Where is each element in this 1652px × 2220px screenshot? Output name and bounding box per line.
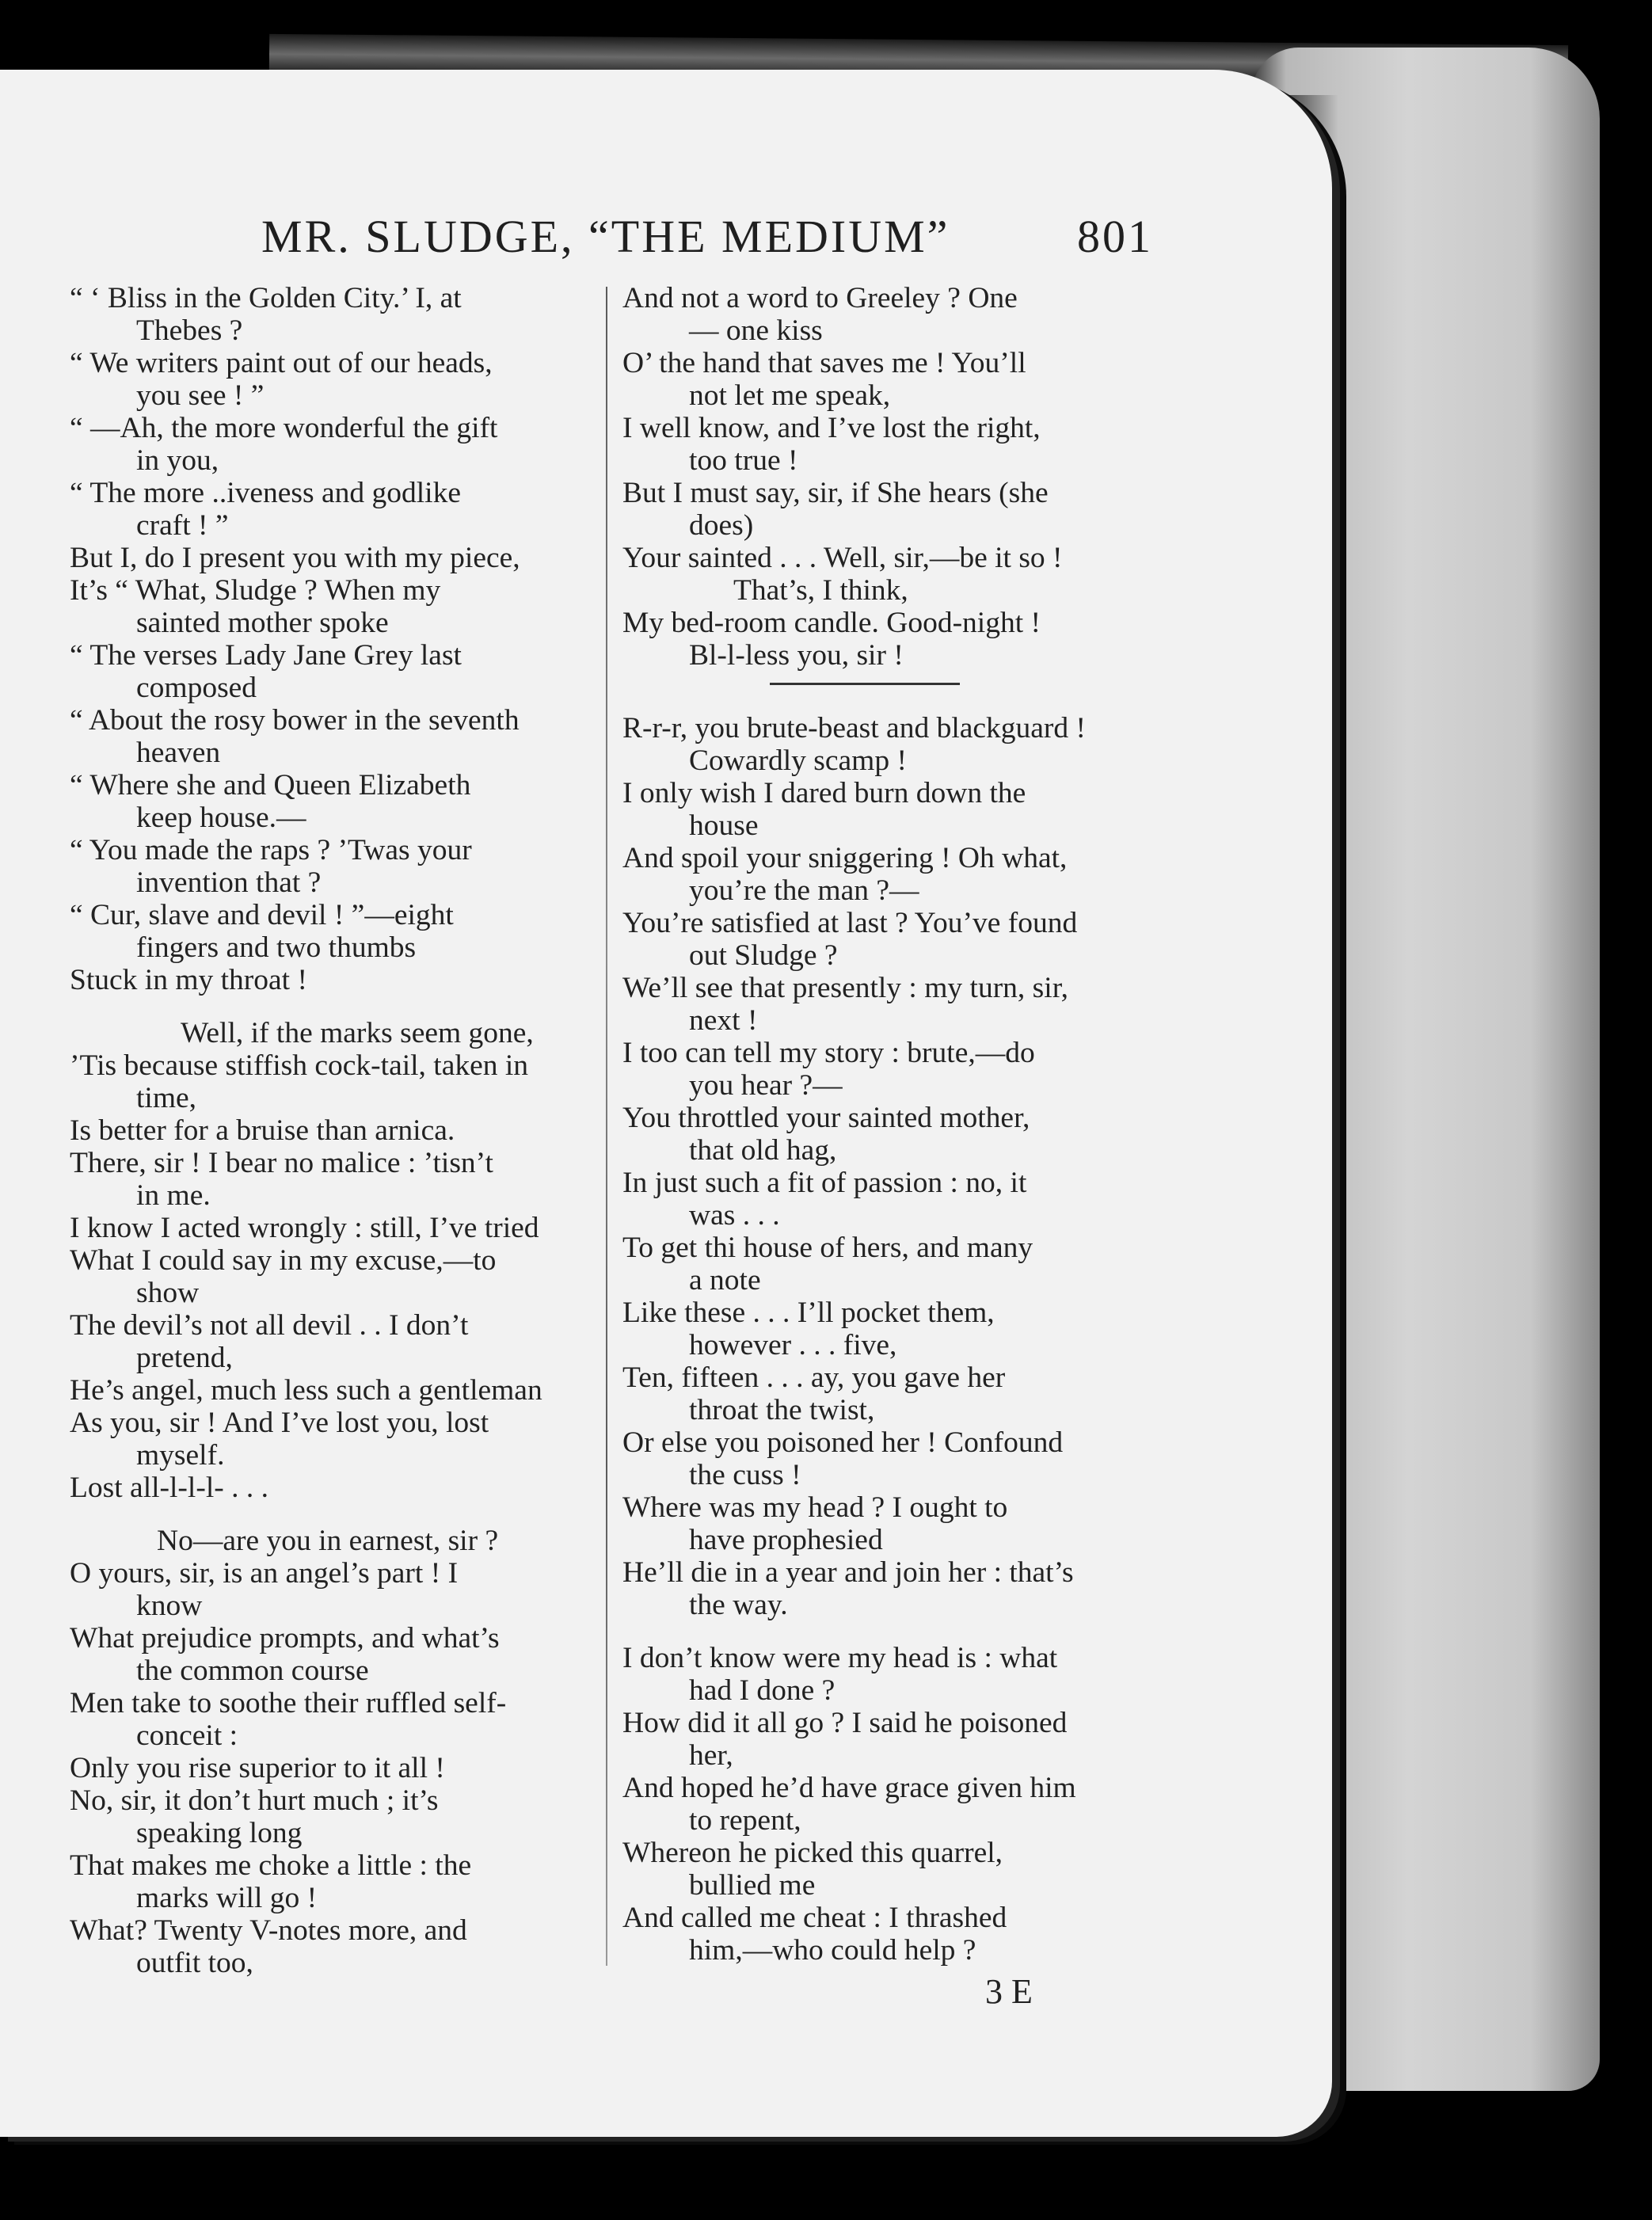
poem-line: How did it all go ? I said he poisoned bbox=[622, 1707, 1068, 1739]
stanza-gap bbox=[70, 1504, 599, 1525]
poem-line: Like these . . . I’ll pocket them, bbox=[622, 1297, 995, 1329]
column-divider bbox=[606, 287, 607, 1966]
poem-line: I don’t know were my head is : what bbox=[622, 1642, 1058, 1674]
poem-line: No, sir, it don’t hurt much ; it’s bbox=[70, 1784, 439, 1817]
poem-line: Your sainted . . . Well, sir,—be it so ! bbox=[622, 542, 1063, 574]
poem-line: But I must say, sir, if She hears (she bbox=[622, 477, 1049, 509]
poem-line: Where was my head ? I ought to bbox=[622, 1491, 1008, 1524]
poem-line: And spoil your sniggering ! Oh what, bbox=[622, 842, 1068, 874]
poem-line: But I, do I present you with my piece, bbox=[70, 542, 520, 574]
poem-line: O’ the hand that saves me ! You’ll bbox=[622, 347, 1026, 379]
page-number: 801 bbox=[1077, 211, 1153, 262]
poem-line: you’re the man ?— bbox=[689, 874, 919, 907]
poem-line: You’re satisfied at last ? You’ve found bbox=[622, 907, 1078, 939]
poem-line: “ About the rosy bower in the seventh bbox=[70, 704, 520, 737]
poem-line: craft ! ” bbox=[136, 509, 229, 542]
poem-line: not let me speak, bbox=[689, 379, 891, 412]
poem-line: keep house.— bbox=[136, 802, 306, 834]
poem-line: the way. bbox=[689, 1589, 788, 1621]
poem-line: And not a word to Greeley ? One bbox=[622, 282, 1018, 314]
poem-line: “ We writers paint out of our heads, bbox=[70, 347, 493, 379]
poem-line: myself. bbox=[136, 1439, 225, 1472]
poem-line: As you, sir ! And I’ve lost you, lost bbox=[70, 1407, 489, 1439]
poem-line: In just such a fit of passion : no, it bbox=[622, 1167, 1027, 1199]
poem-line: What prejudice prompts, and what’s bbox=[70, 1622, 500, 1655]
poem-line: Ten, fifteen . . . ay, you gave her bbox=[622, 1361, 1006, 1394]
poem-line: What I could say in my excuse,—to bbox=[70, 1244, 497, 1277]
poem-line: He’s angel, much less such a gentleman bbox=[70, 1374, 542, 1407]
poem-line: That makes me choke a little : the bbox=[70, 1849, 472, 1882]
poem-line: conceit : bbox=[136, 1719, 238, 1752]
poem-line: in you, bbox=[136, 444, 219, 477]
poem-line: composed bbox=[136, 672, 257, 704]
poem-line: however . . . five, bbox=[689, 1329, 897, 1361]
running-head-title: MR. SLUDGE, “THE MEDIUM” bbox=[261, 211, 950, 262]
poem-line: Well, if the marks seem gone, bbox=[181, 1017, 534, 1049]
poem-line: in me. bbox=[136, 1179, 211, 1212]
poem-line: marks will go ! bbox=[136, 1882, 318, 1914]
poem-line: Thebes ? bbox=[136, 314, 243, 347]
poem-line: Or else you poisoned her ! Confound bbox=[622, 1426, 1064, 1459]
poem-line: Whereon he picked this quarrel, bbox=[622, 1837, 1003, 1869]
poem-line: the common course bbox=[136, 1655, 369, 1687]
poem-line: you hear ?— bbox=[689, 1069, 843, 1102]
poem-line: I well know, and I’ve lost the right, bbox=[622, 412, 1041, 444]
poem-line: was . . . bbox=[689, 1199, 780, 1232]
poem-line: There, sir ! I bear no malice : ’tisn’t bbox=[70, 1147, 493, 1179]
poem-line: “ ‘ Bliss in the Golden City.’ I, at bbox=[70, 282, 462, 314]
poem-line: invention that ? bbox=[136, 866, 322, 899]
right-column bbox=[622, 282, 1151, 1967]
poem-line: It’s “ What, Sludge ? When my bbox=[70, 574, 441, 607]
poem-line: “ The verses Lady Jane Grey last bbox=[70, 639, 462, 672]
poem-line: ’Tis because stiffish cock-tail, taken in bbox=[70, 1049, 529, 1082]
poem-line: speaking long bbox=[136, 1817, 303, 1849]
poem-line: R-r-r, you brute-beast and blackguard ! bbox=[622, 712, 1087, 744]
poem-line: Cowardly scamp ! bbox=[689, 744, 907, 777]
poem-line: — one kiss bbox=[689, 314, 823, 347]
poem-line: O yours, sir, is an angel’s part ! I bbox=[70, 1557, 459, 1590]
poem-line: does) bbox=[689, 509, 754, 542]
poem-line: Men take to soothe their ruffled self- bbox=[70, 1687, 507, 1719]
poem-line: He’ll die in a year and join her : that’s bbox=[622, 1556, 1074, 1589]
poem-line: that old hag, bbox=[689, 1134, 837, 1167]
right-column-stanza-1 bbox=[622, 282, 1151, 672]
poem-line: know bbox=[136, 1590, 203, 1622]
poem-line: That’s, I think, bbox=[733, 574, 908, 607]
poem-line: her, bbox=[689, 1739, 733, 1772]
poem-line: time, bbox=[136, 1082, 197, 1114]
poem-line: Bl-l-less you, sir ! bbox=[689, 639, 904, 672]
poem-line: Lost all-l-l-l- . . . bbox=[70, 1472, 268, 1504]
poem-line: sainted mother spoke bbox=[136, 607, 389, 639]
poem-line: I know I acted wrongly : still, I’ve tried bbox=[70, 1212, 539, 1244]
poem-line: you see ! ” bbox=[136, 379, 265, 412]
poem-line: No—are you in earnest, sir ? bbox=[157, 1525, 499, 1557]
poem-line: out Sludge ? bbox=[689, 939, 838, 972]
poem-line: a note bbox=[689, 1264, 761, 1297]
poem-line: What? Twenty V-notes more, and bbox=[70, 1914, 467, 1947]
poem-line: bullied me bbox=[689, 1869, 816, 1902]
poem-line: I only wish I dared burn down the bbox=[622, 777, 1026, 809]
poem-line: heaven bbox=[136, 737, 221, 769]
poem-line: “ Cur, slave and devil ! ”—eight bbox=[70, 899, 454, 931]
poem-line: “ The more ..iveness and godlike bbox=[70, 477, 461, 509]
poem-line: We’ll see that presently : my turn, sir, bbox=[622, 972, 1069, 1004]
poem-line: And hoped he’d have grace given him bbox=[622, 1772, 1076, 1804]
poem-line: My bed-room candle. Good-night ! bbox=[622, 607, 1041, 639]
poem-line: The devil’s not all devil . . I don’t bbox=[70, 1309, 469, 1342]
poem-line: Is better for a bruise than arnica. bbox=[70, 1114, 455, 1147]
section-rule bbox=[770, 683, 960, 685]
right-column-stanza-2 bbox=[622, 712, 1151, 1967]
stanza-gap bbox=[622, 1621, 1151, 1642]
signature-mark: 3 E bbox=[985, 1972, 1033, 2011]
stanza-gap bbox=[70, 996, 599, 1017]
poem-line: next ! bbox=[689, 1004, 758, 1037]
poem-line: house bbox=[689, 809, 759, 842]
poem-line: outfit too, bbox=[136, 1947, 253, 1979]
poem-line: And called me cheat : I thrashed bbox=[622, 1902, 1007, 1934]
left-column bbox=[70, 282, 599, 1979]
poem-line: Stuck in my throat ! bbox=[70, 964, 307, 996]
poem-line: him,—who could help ? bbox=[689, 1934, 976, 1967]
poem-line: show bbox=[136, 1277, 200, 1309]
poem-line: “ —Ah, the more wonderful the gift bbox=[70, 412, 498, 444]
poem-line: “ You made the raps ? ’Twas your bbox=[70, 834, 472, 866]
poem-line: had I done ? bbox=[689, 1674, 836, 1707]
poem-line: too true ! bbox=[689, 444, 798, 477]
poem-line: “ Where she and Queen Elizabeth bbox=[70, 769, 471, 802]
poem-line: have prophesied bbox=[689, 1524, 883, 1556]
poem-line: Only you rise superior to it all ! bbox=[70, 1752, 445, 1784]
poem-line: the cuss ! bbox=[689, 1459, 801, 1491]
poem-line: pretend, bbox=[136, 1342, 233, 1374]
poem-line: fingers and two thumbs bbox=[136, 931, 417, 964]
poem-line: throat the twist, bbox=[689, 1394, 875, 1426]
poem-line: To get thi house of hers, and many bbox=[622, 1232, 1033, 1264]
poem-line: to repent, bbox=[689, 1804, 801, 1837]
poem-line: You throttled your sainted mother, bbox=[622, 1102, 1030, 1134]
poem-line: I too can tell my story : brute,—do bbox=[622, 1037, 1035, 1069]
